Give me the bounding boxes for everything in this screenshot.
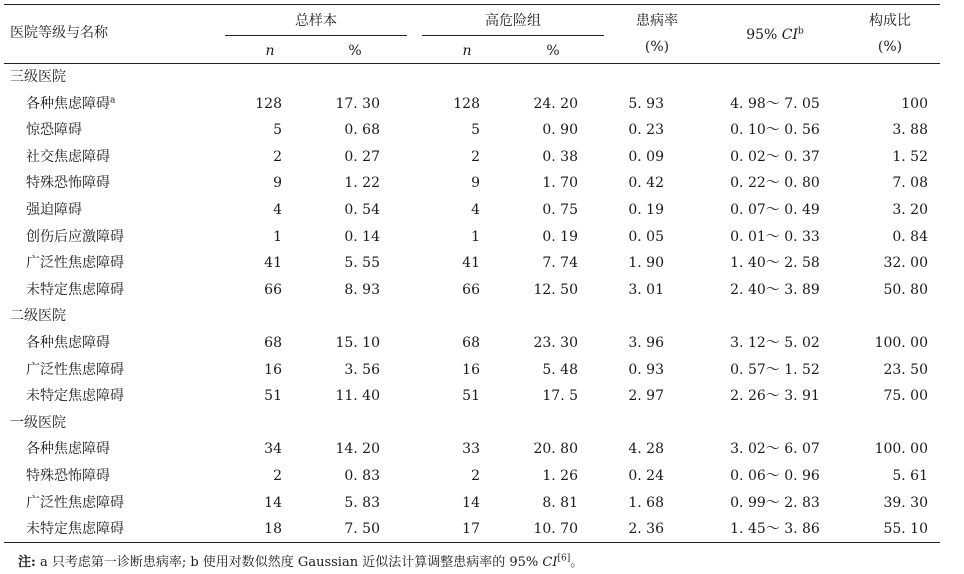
cell-rate: 0. 42 [628,175,664,192]
row-name-text: 未特定焦虑障碍 [26,521,124,538]
header-ci-sup: b [798,26,804,37]
row-name [26,201,82,219]
cell-n1: 2 [273,468,282,484]
cell-rate: 1. 68 [628,494,664,511]
cell-comp: 32. 00 [883,255,928,272]
top-rule [4,4,940,5]
cell-p2: 1. 26 [542,468,578,484]
header-ci-prefix: 95% [746,27,778,43]
row-name [26,520,124,538]
row-name [26,174,110,192]
cell-rate: 0. 09 [628,148,664,165]
cell-p2: 0. 75 [542,202,578,218]
cell-p2: 23. 30 [533,335,578,351]
cell-rate: 4. 28 [628,441,664,458]
header-prevalence-unit: (%) [644,39,670,55]
cell-p2: 1. 70 [542,175,578,192]
cell-p1: 1. 22 [344,175,380,192]
row-name-text: 创伤后应激障碍 [26,228,124,245]
cell-n1: 14 [264,494,282,511]
cell-p1: 5. 55 [344,255,380,272]
cell-n2: 9 [471,175,480,192]
row-name [26,467,110,485]
cell-comp: 7. 08 [892,175,928,192]
cell-p2: 0. 38 [542,148,578,165]
high-risk-underline [422,35,604,36]
cell-rate: 0. 19 [628,202,664,218]
group-label: 二级医院 [10,308,66,325]
cell-rate: 0. 05 [628,228,664,245]
cell-comp: 100. 00 [874,441,928,458]
row-name-text: 广泛性焦虑障碍 [26,255,124,272]
cell-ci: 1. 45～ 3. 86 [730,521,820,538]
cell-p1: 5. 83 [344,494,380,511]
cell-ci: 3. 02～ 6. 07 [730,441,820,458]
row-name-text: 未特定焦虑障碍 [26,388,124,405]
cell-p2: 20. 80 [533,441,578,458]
row-name-text: 强迫障碍 [26,202,82,218]
cell-rate: 5. 93 [628,95,664,112]
cell-ci: 3. 12～ 5. 02 [730,335,820,351]
cell-n2: 2 [471,468,480,484]
cell-ci: 0. 22～ 0. 80 [730,175,820,192]
cell-ci: 1. 40～ 2. 58 [730,255,820,272]
cell-ci: 4. 98～ 7. 05 [730,95,820,112]
cell-p2: 0. 90 [542,122,578,139]
cell-ci: 2. 40～ 3. 89 [730,281,820,298]
row-name [26,440,110,458]
cell-rate: 0. 24 [628,468,664,484]
header-total-n: n [265,43,275,59]
footnote-ci: CI [542,555,558,570]
cell-comp: 75. 00 [883,388,928,405]
cell-p1: 15. 10 [335,335,380,351]
header-risk-n: n [462,43,472,59]
cell-p1: 0. 54 [344,202,380,218]
cell-n1: 66 [264,281,282,298]
row-name-text: 社交焦虑障碍 [26,148,110,165]
cell-comp: 3. 88 [892,122,928,139]
cell-ci: 0. 02～ 0. 37 [730,148,820,165]
row-name-text: 广泛性焦虑障碍 [26,361,124,378]
header-composition: 构成比 [869,13,911,29]
total-sample-underline [225,35,407,36]
cell-rate: 2. 97 [628,388,664,405]
header-total-sample: 总样本 [295,13,337,29]
header-prevalence: 患病率 [636,13,678,29]
cell-p2: 12. 50 [533,281,578,298]
cell-n2: 14 [462,494,480,511]
cell-p1: 0. 27 [344,148,380,165]
bottom-rule [4,542,940,543]
cell-ci: 0. 01～ 0. 33 [730,228,820,245]
header-ci [715,26,835,44]
cell-p2: 17. 5 [542,388,578,405]
cell-ci: 0. 06～ 0. 96 [730,468,820,484]
row-name-text: 惊恐障碍 [26,122,82,139]
cell-comp: 5. 61 [892,468,928,484]
row-name-text: 各种焦虑障碍 [26,95,110,112]
cell-p1: 0. 83 [344,468,380,484]
cell-p1: 14. 20 [335,441,380,458]
row-name [26,281,124,299]
cell-p2: 10. 70 [533,521,578,538]
cell-n2: 1 [471,228,480,245]
cell-p1: 0. 14 [344,228,380,245]
cell-p2: 7. 74 [542,255,578,272]
cell-p2: 5. 48 [542,361,578,378]
footnote-end: 。 [570,555,584,570]
cell-n1: 18 [264,521,282,538]
cell-ci: 0. 99～ 2. 83 [730,494,820,511]
cell-n1: 9 [273,175,282,192]
cell-n1: 4 [273,202,282,218]
row-name [26,148,110,166]
cell-n2: 17 [462,521,480,538]
row-name-text: 特殊恐怖障碍 [26,468,110,484]
cell-n2: 33 [462,441,480,458]
cell-n2: 4 [471,202,480,218]
cell-n1: 51 [264,388,282,405]
cell-n1: 41 [264,255,282,272]
row-name [26,361,124,379]
cell-comp: 39. 30 [883,494,928,511]
group-label: 一级医院 [10,414,66,431]
cell-p2: 24. 20 [533,95,578,112]
cell-n2: 16 [462,361,480,378]
row-name [26,387,124,405]
row-name [26,494,124,512]
cell-rate: 1. 90 [628,255,664,272]
cell-n1: 68 [264,335,282,351]
cell-n2: 51 [462,388,480,405]
cell-ci: 0. 57～ 1. 52 [730,361,820,378]
cell-rate: 0. 93 [628,361,664,378]
cell-n1: 34 [264,441,282,458]
cell-rate: 0. 23 [628,122,664,139]
row-name-text: 各种焦虑障碍 [26,441,110,458]
footnote-ref: [6] [557,553,571,564]
cell-n2: 68 [462,335,480,351]
cell-comp: 100. 00 [874,335,928,351]
cell-p1: 17. 30 [335,95,380,112]
cell-n1: 16 [264,361,282,378]
cell-n1: 1 [273,228,282,245]
footnote-text: a 只考虑第一诊断患病率; b 使用对数似然度 Gaussian 近似法计算调整患病率的 95% [39,555,539,570]
cell-rate: 3. 01 [628,281,664,298]
row-name-text: 特殊恐怖障碍 [26,175,110,192]
row-name-text: 广泛性焦虑障碍 [26,494,124,511]
cell-ci: 0. 07～ 0. 49 [730,202,820,218]
header-total-pct: % [348,43,362,59]
cell-n2: 41 [462,255,480,272]
cell-n2: 66 [462,281,480,298]
cell-p2: 0. 19 [542,228,578,245]
cell-n1: 5 [273,122,282,139]
row-name [26,254,124,272]
cell-comp: 3. 20 [892,202,928,218]
row-name-text: 未特定焦虑障碍 [26,281,124,298]
cell-comp: 100 [901,95,928,112]
cell-ci: 2. 26～ 3. 91 [730,388,820,405]
table-footnote [18,551,583,570]
header-risk-pct: % [546,43,560,59]
cell-rate: 3. 96 [628,335,664,351]
cell-n2: 128 [453,95,480,112]
cell-p1: 0. 68 [344,122,380,139]
cell-rate: 2. 36 [628,521,664,538]
cell-n1: 2 [273,148,282,165]
row-name [26,121,82,139]
header-high-risk: 高危险组 [485,13,541,29]
cell-p1: 7. 50 [344,521,380,538]
cell-comp: 0. 84 [892,228,928,245]
header-hospital-name: 医院等级与名称 [10,25,108,41]
cell-comp: 55. 10 [883,521,928,538]
cell-n1: 128 [255,95,282,112]
row-name-text: 各种焦虑障碍 [26,335,110,351]
group-label: 三级医院 [10,69,66,85]
row-name [26,228,124,246]
row-name-sup: a [110,94,116,105]
header-bottom-rule [4,63,940,64]
cell-p1: 11. 40 [335,388,380,405]
cell-p1: 3. 56 [344,361,380,378]
header-composition-unit: (%) [877,39,903,55]
row-name [26,334,110,352]
cell-comp: 23. 50 [883,361,928,378]
footnote-label: 注: [18,555,36,570]
cell-ci: 0. 10～ 0. 56 [730,122,820,139]
cell-comp: 50. 80 [883,281,928,298]
cell-n2: 5 [471,122,480,139]
header-ci-label: CI [781,27,799,43]
row-name [26,95,115,113]
cell-comp: 1. 52 [892,148,928,165]
cell-p2: 8. 81 [542,494,578,511]
cell-n2: 2 [471,148,480,165]
cell-p1: 8. 93 [344,281,380,298]
